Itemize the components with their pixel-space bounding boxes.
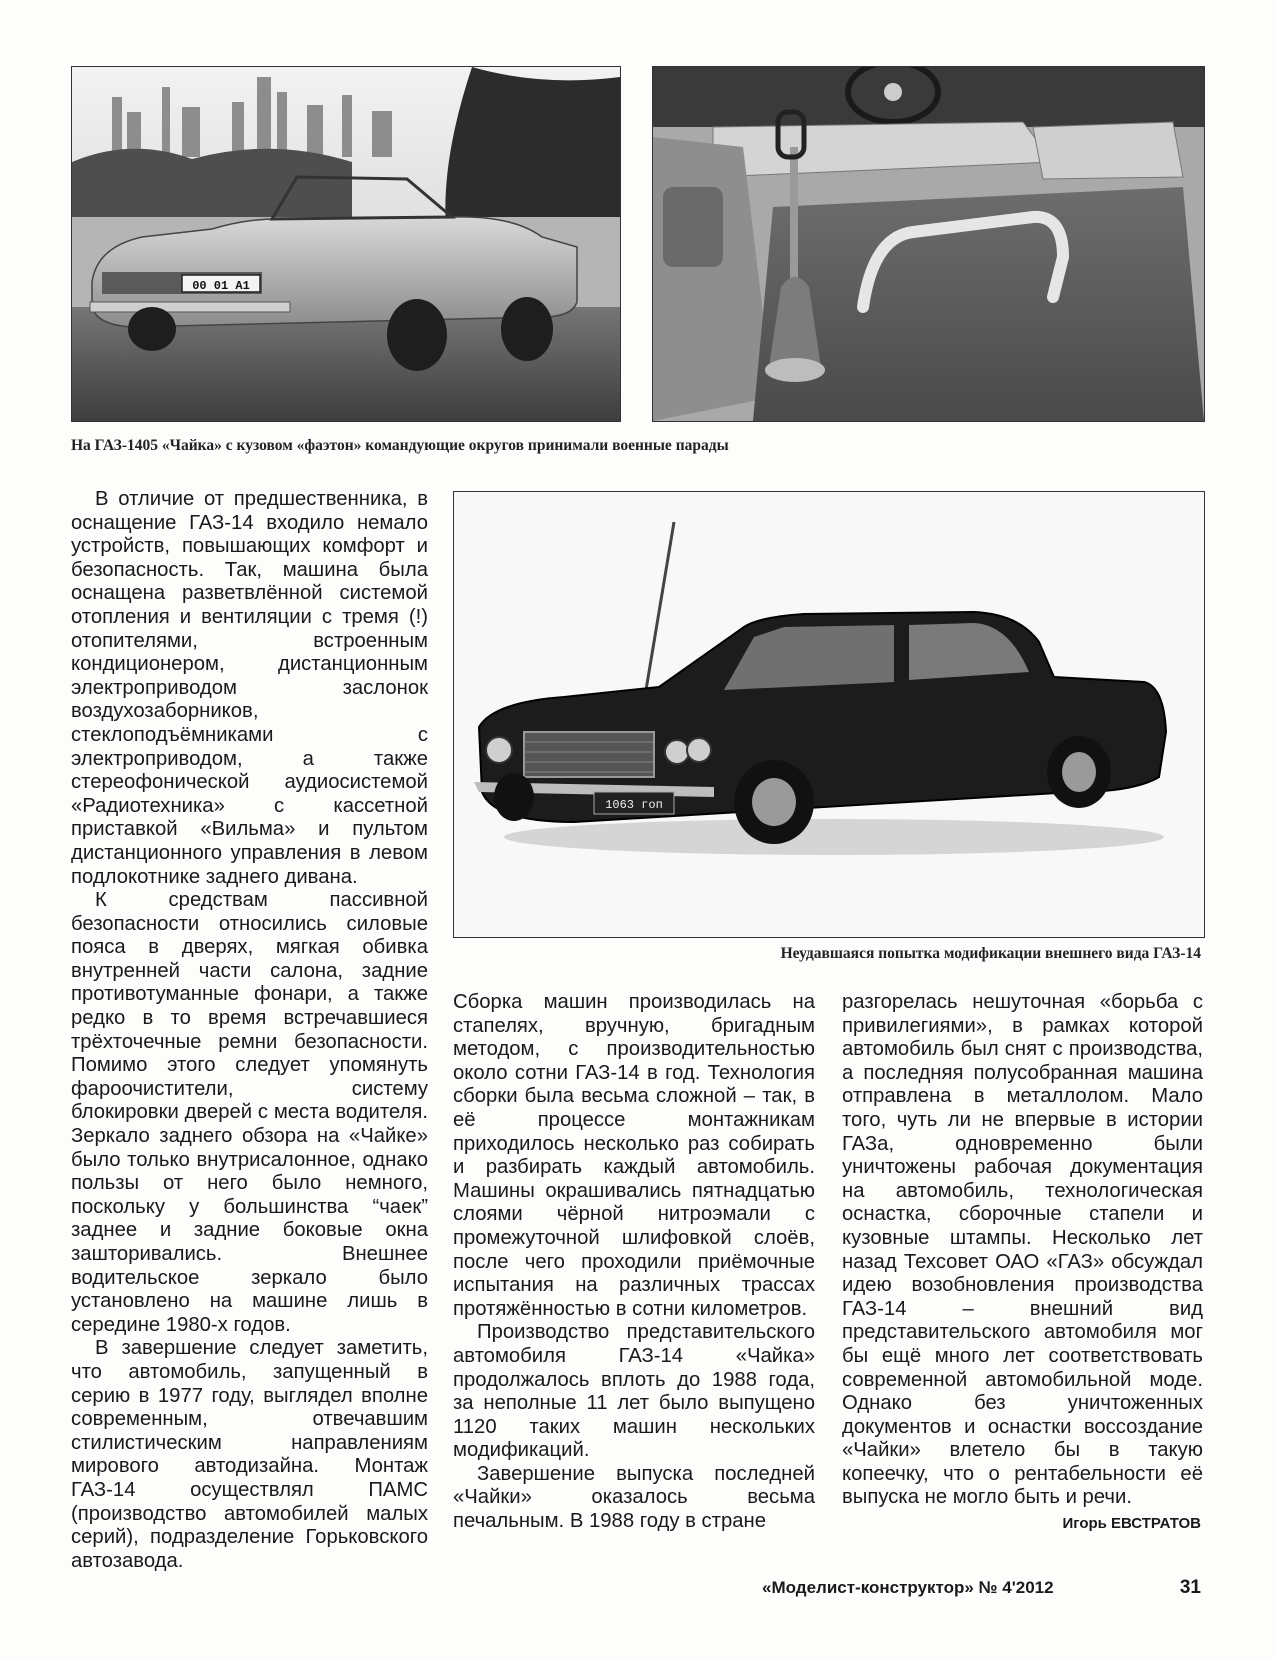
middle-paragraph-1: Сборка машин производилась на стапелях, вручную, бригадным методом, с производительностью около сотни ГАЗ-14 в год. Технология сборки была весьма сложной – так, в её процессе монтажникам приходилось несколько раз собирать и разбирать каждый автомобиль. Машины окрашивались пятнадцатью слоями чёрной нитроэмали с промежуточной шлифовкой слоёв, после чего проходили приёмочные испытания на различных трассах протяжённостью в сотни километров. xyxy=(453,991,815,1320)
left-paragraph-2: К средствам пассивной безопасности относились силовые пояса в дверях, мягкая обивка внутренней части салона, задние противотуманные фонари, а также редко в то время встречавшиеся трёхточечные ремни безопасности. Помимо этого следует упомянуть фароочистители, систему блокировки дверей с места водителя. Зеркало заднего обзора на «Чайке» было только внутрисалонное, однако пользы от него было немного, поскольку у большинства “чаек” заднее и задние боковые окна зашторивались. Внешнее водительское зеркало было установлено на машине лишь в середине 1980-х годов. xyxy=(71,889,428,1336)
phaeton-plate-text: 00 01 А1 xyxy=(192,279,250,293)
column-right xyxy=(842,991,1203,1510)
photo-phaeton-interior xyxy=(652,66,1205,422)
left-paragraph-3: В завершение следует заметить, что автомобиль, запущенный в серию в 1977 году, выглядел вполне современным, отвечавшим стилистическим направлениям мирового автодизайна. Монтаж ГАЗ-14 осуществлял ПАМС (производство автомобилей малых серий), подразделение Горьковского автозавода. xyxy=(71,1337,428,1572)
column-left xyxy=(71,488,428,1573)
right-paragraph-1: разгорелась нешуточная «борьба с привилегиями», в рамках которой автомобиль был снят с производства, а последняя полусобранная машина отправлена в металлолом. Мало того, чуть ли не впервые в истории ГАЗа, одновременно были уничтожены рабочая документация на автомобиль, технологическая оснастка, сборочные стапели и кузовные штампы. Несколько лет назад Техсовет ОАО «ГАЗ» обсуждал идею возобновления производства ГАЗ-14 – внешний вид представительского автомобиля мог бы ещё много лет соответствовать современной автомобильной моде. Однако без уничтоженных документов и оснастки воссоздание «Чайки» влетело бы в такую копеечку, что о рентабельности её выпуска не могло быть и речи. xyxy=(842,991,1203,1509)
phaeton-illustration xyxy=(72,67,620,421)
photo-sedan-modification xyxy=(453,491,1205,938)
left-paragraph-1: В отличие от предшественника, в оснащение ГАЗ-14 входило немало устройств, повышающих комфорт и безопасность. Так, машина была оснащена разветвлённой системой отопления и вентиляции с тремя (!) отопителями, встроенным кондиционером, дистанционным электроприводом заслонок воздухозаборников, стеклоподъёмниками с электроприводом, а также стереофонической аудиосистемой «Радиотехника» с кассетной приставкой «Вильма» и пультом дистанционного управления в левом подлокотнике заднего дивана. xyxy=(71,488,428,888)
middle-paragraph-3: Завершение выпуска последней «Чайки» оказалось весьма печальным. В 1988 году в стране xyxy=(453,1462,815,1533)
column-middle xyxy=(453,991,815,1534)
sedan-illustration xyxy=(454,492,1204,937)
caption-middle: Неудавшаяся попытка модификации внешнего вида ГАЗ-14 xyxy=(780,945,1201,962)
author: Игорь ЕВСТРАТОВ xyxy=(1062,1515,1201,1532)
photo-phaeton-rear xyxy=(71,66,621,422)
caption-top: На ГАЗ-1405 «Чайка» с кузовом «фаэтон» командующие округов принимали военные парады xyxy=(71,437,729,454)
page-number: 31 xyxy=(1179,1577,1201,1598)
interior-illustration xyxy=(653,67,1204,421)
footer-magazine-title: «Моделист-конструктор» № 4'2012 xyxy=(762,1578,1054,1597)
sedan-plate-text: 1063 гоп xyxy=(605,798,663,812)
middle-paragraph-2: Производство представительского автомобиля ГАЗ-14 «Чайка» продолжалось вплоть до 1988 года, за неполные 11 лет было выпущено 1120 таких машин нескольких модификаций. xyxy=(453,1321,815,1462)
